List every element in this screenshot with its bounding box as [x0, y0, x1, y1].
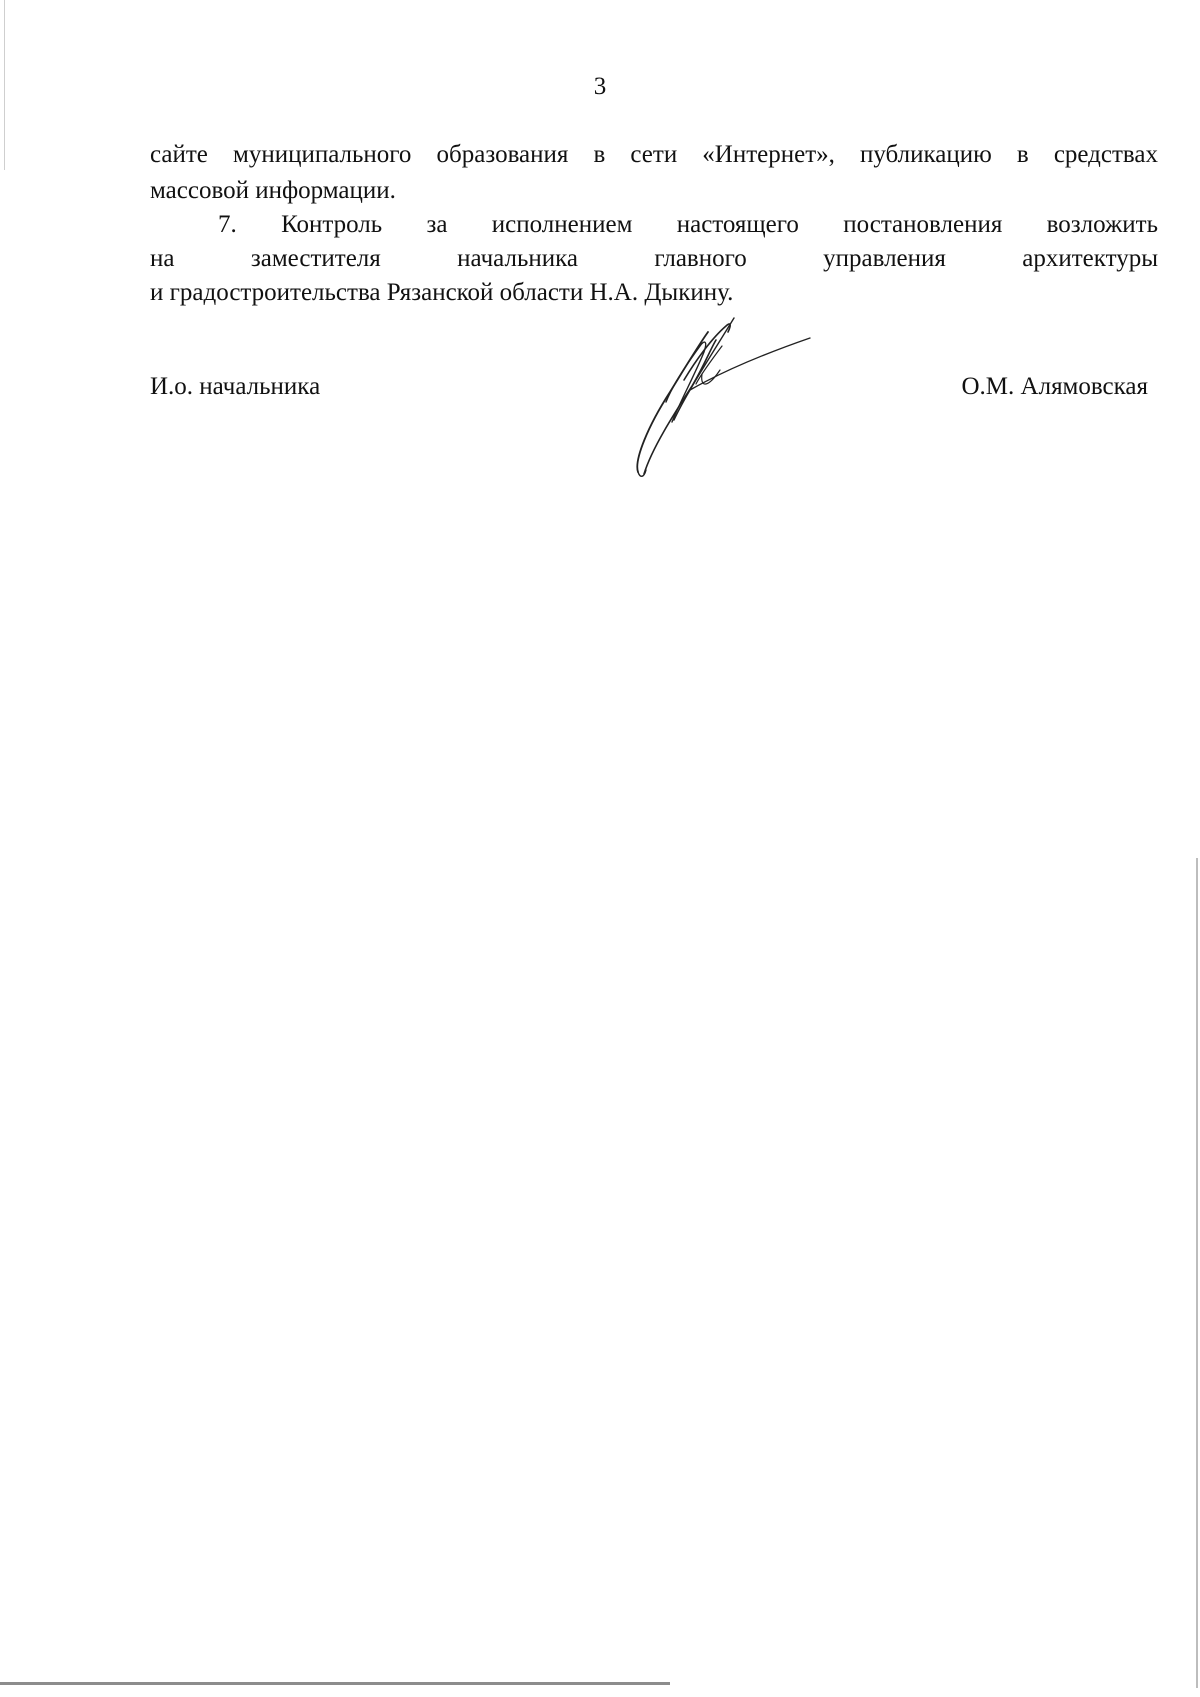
- paragraph-text: 7. Контроль за исполнением настоящего постановления возложить: [218, 211, 1158, 238]
- handwritten-signature: [630, 310, 820, 480]
- position-title: И.о. начальника: [150, 373, 321, 400]
- page-number: 3: [593, 73, 607, 100]
- signer-name: О.М. Алямовская: [961, 373, 1148, 400]
- paragraph-line: массовой информации.: [150, 177, 396, 204]
- paragraph-line: на заместителя начальника главного управления архитектуры: [150, 245, 1158, 272]
- paragraph-line: сайте муниципального образования в сети «Интернет», публикацию в средствах: [150, 141, 1158, 168]
- scan-edge: [0, 1682, 670, 1685]
- paragraph-line: и градостроительства Рязанской области Н.А. Дыкину.: [150, 279, 734, 306]
- paragraph-line: [150, 210, 1158, 240]
- scan-edge: [1196, 858, 1198, 1688]
